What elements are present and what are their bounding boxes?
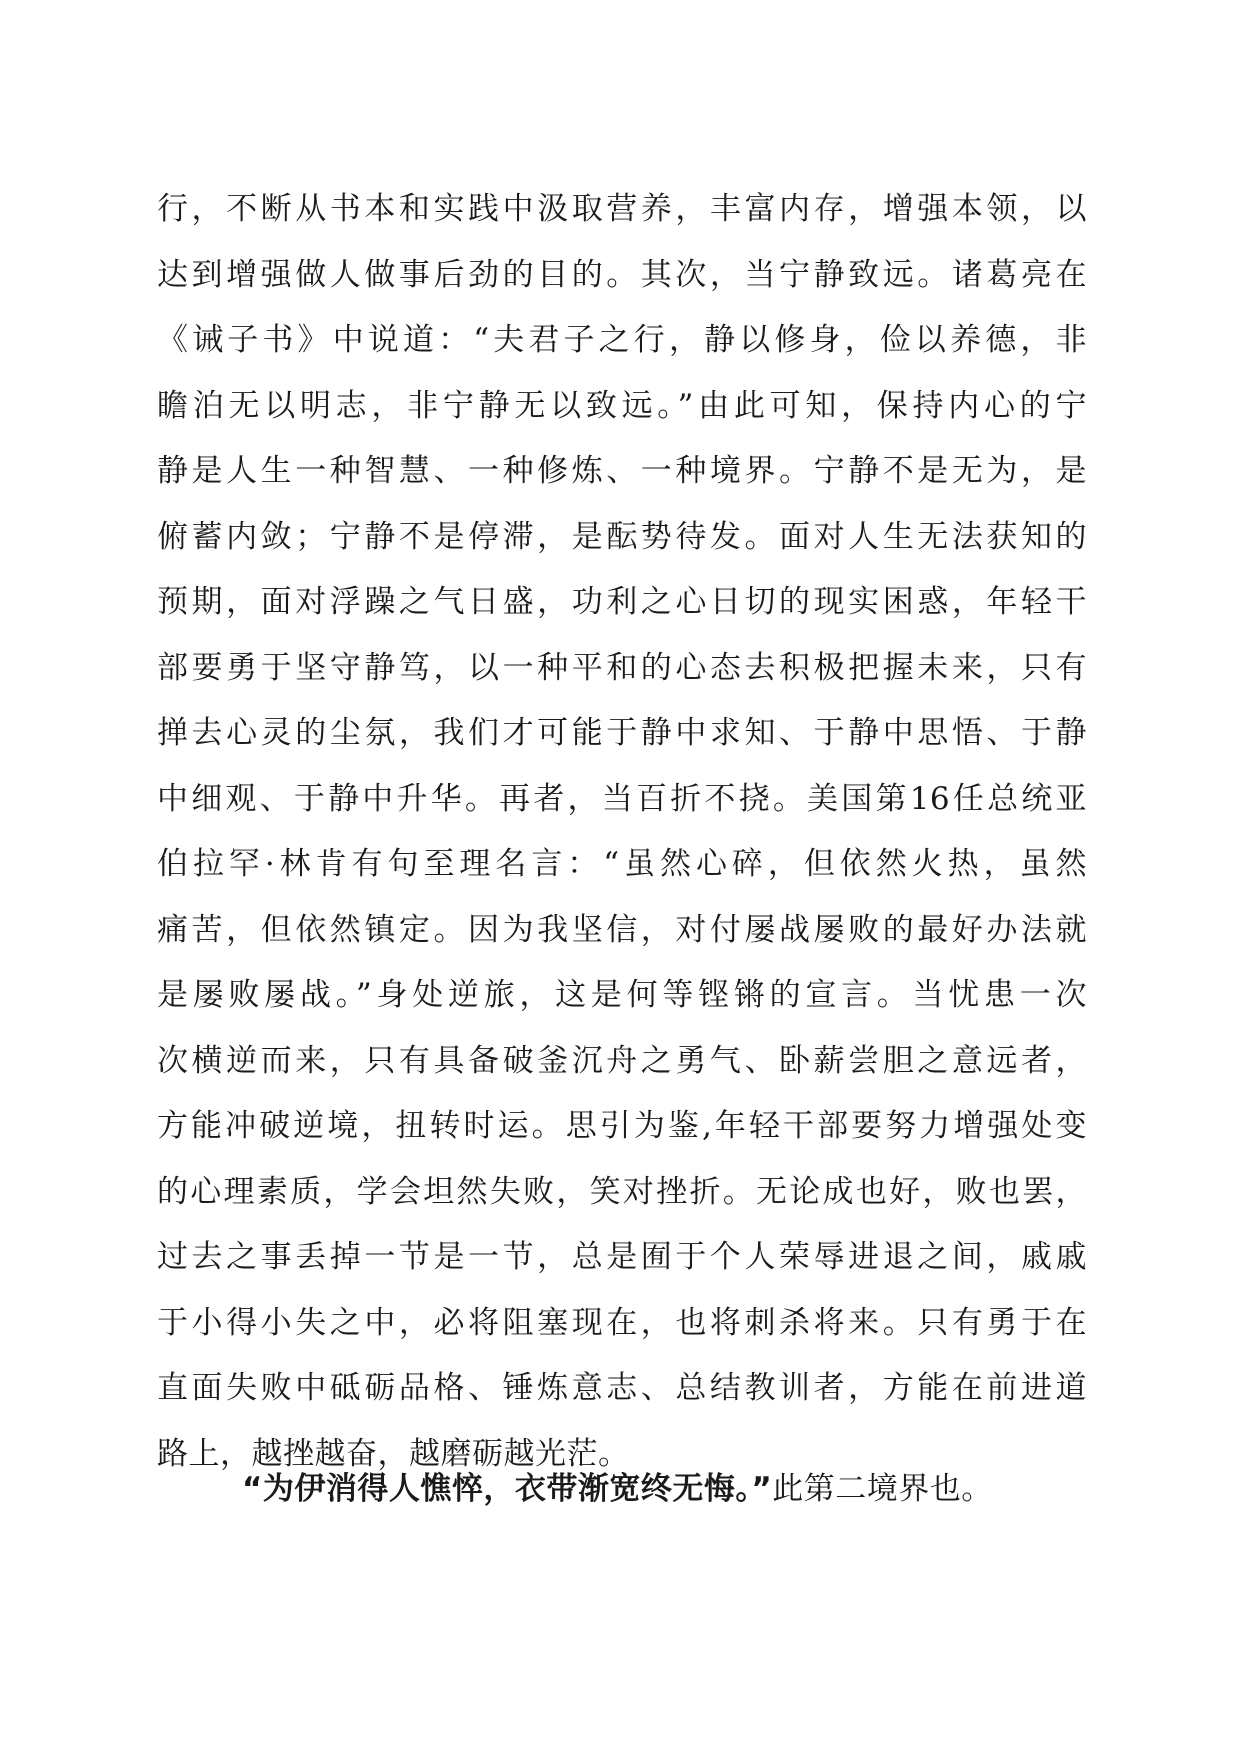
paragraph-line-19: 直面失败中砥砺品格、锤炼意志、总结教训者，方能在前进道: [157, 1370, 1087, 1406]
paragraph-line-1: 行，不断从书本和实践中汲取营养，丰富内存，增强本领，以: [157, 191, 1087, 227]
paragraph-line-17: 过去之事丢掉一节是一节，总是囿于个人荣辱进退之间，戚戚: [157, 1239, 1087, 1275]
paragraph-line-20: 路上，越挫越奋，越磨砺越光茫。: [157, 1435, 630, 1472]
paragraph-line-18: 于小得小失之中，必将阻塞现在，也将刺杀将来。只有勇于在: [157, 1304, 1087, 1341]
paragraph-line-10: 中细观、于静中升华。再者，当百折不挠。美国第16任总统亚: [157, 780, 1087, 817]
body-paragraph: [157, 188, 1087, 1498]
paragraph-line-2: 达到增强做人做事后劲的目的。其次，当宁静致远。诸葛亮在: [157, 256, 1087, 293]
paragraph-line-3: 《诫子书》中说道：“夫君子之行，静以修身，俭以养德，非: [157, 322, 1087, 358]
closing-line: [242, 1468, 1122, 1510]
paragraph-line-11: 伯拉罕·林肯有句至理名言：“虽然心碎，但依然火热，虽然: [157, 846, 1087, 882]
paragraph-line-16: 的心理素质，学会坦然失败，笑对挫折。无论成也好，败也罢，: [157, 1173, 1087, 1210]
paragraph-line-12: 痛苦，但依然镇定。因为我坚信，对付屡战屡败的最好办法就: [157, 911, 1087, 948]
paragraph-line-5: 静是人生一种智慧、一种修炼、一种境界。宁静不是无为，是: [157, 453, 1087, 489]
paragraph-line-9: 掸去心灵的尘氛，我们才可能于静中求知、于静中思悟、于静: [157, 715, 1087, 751]
paragraph-line-8: 部要勇于坚守静笃，以一种平和的心态去积极把握未来，只有: [157, 649, 1087, 686]
paragraph-line-15: 方能冲破逆境，扭转时运。思引为鉴,年轻干部要努力增强处变: [157, 1108, 1087, 1144]
paragraph-line-6: 俯蓄内敛；宁静不是停滞，是酝势待发。面对人生无法获知的: [157, 518, 1087, 555]
paragraph-line-7: 预期，面对浮躁之气日盛，功利之心日切的现实困惑，年轻干: [157, 584, 1087, 620]
closing-quote: “为伊消得人憔悴，衣带渐宽终无悔。”: [242, 1471, 773, 1507]
paragraph-line-14: 次横逆而来，只有具备破釜沉舟之勇气、卧薪尝胆之意远者，: [157, 1042, 1087, 1079]
paragraph-line-13: 是屡败屡战。”身处逆旅，这是何等铿锵的宣言。当忧患一次: [157, 977, 1087, 1013]
paragraph-line-4: 瞻泊无以明志，非宁静无以致远。”由此可知，保持内心的宁: [157, 387, 1087, 424]
closing-tail: 此第二境界也。: [772, 1471, 993, 1507]
